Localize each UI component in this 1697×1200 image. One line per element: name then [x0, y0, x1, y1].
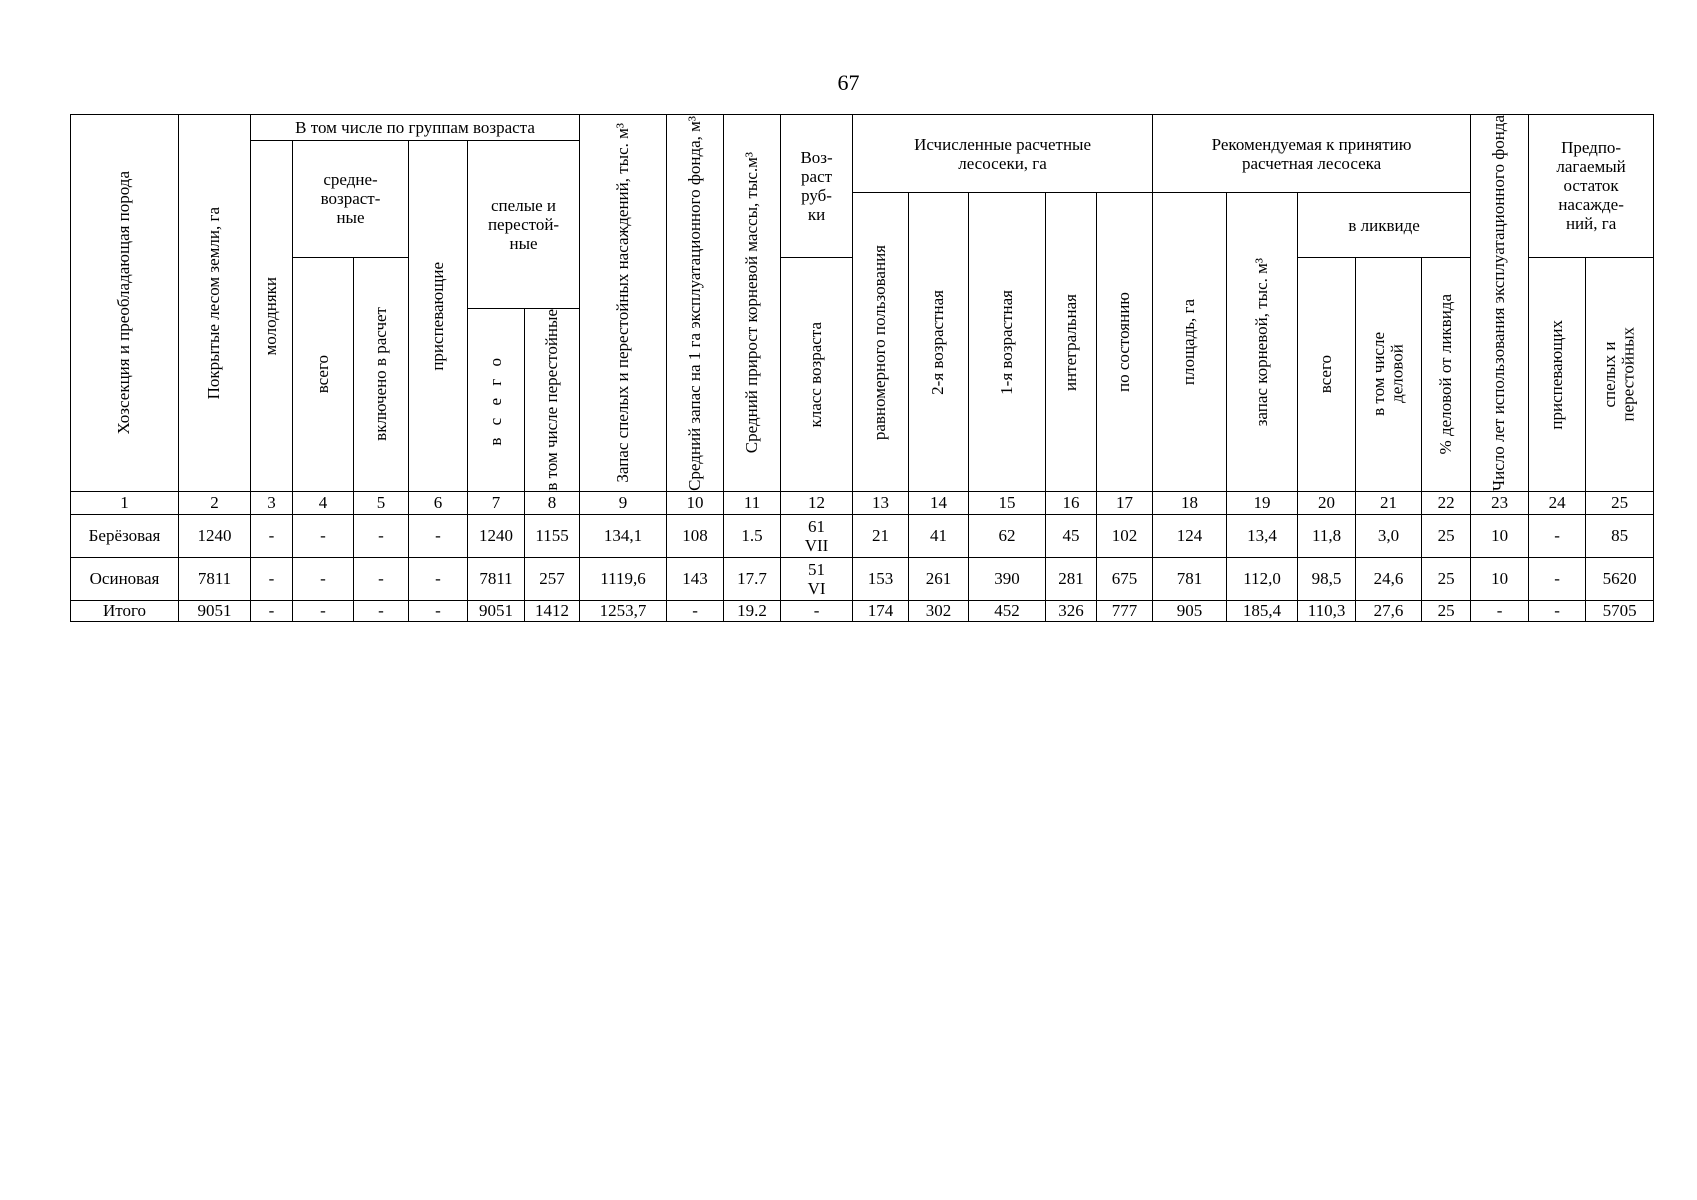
table-cell: -	[251, 514, 293, 557]
table-cell: 1412	[525, 600, 580, 621]
header-age-groups: В том числе по группам возраста	[251, 115, 580, 141]
header-liquid-total: всего	[1298, 257, 1356, 491]
table-cell: -	[354, 514, 409, 557]
column-number: 8	[525, 491, 580, 514]
table-row	[71, 557, 1654, 600]
column-number: 14	[909, 491, 969, 514]
column-number: 19	[1227, 491, 1298, 514]
header-cut-second-age: 2-я возрастная	[909, 193, 969, 492]
table-cell: 261	[909, 557, 969, 600]
table-row	[71, 514, 1654, 557]
table-cell: 45	[1046, 514, 1097, 557]
header-young: молодняки	[251, 141, 293, 492]
column-number: 18	[1153, 491, 1227, 514]
header-middle-total: всего	[293, 257, 354, 491]
column-number: 2	[179, 491, 251, 514]
table-cell: -	[781, 600, 853, 621]
table-total-row	[71, 600, 1654, 621]
table-cell: 1155	[525, 514, 580, 557]
header-cut-first-age: 1-я возрастная	[969, 193, 1046, 492]
header-age-class: класс возраста	[781, 257, 853, 491]
header-avg-stock-per-ha: Средний запас на 1 га эксплуатационного фонда, м³	[667, 115, 724, 492]
table-cell: -	[293, 600, 354, 621]
table-cell: 777	[1097, 600, 1153, 621]
table-cell: 10	[1471, 514, 1529, 557]
header-forested-land: Покрытые лесом земли, га	[179, 115, 251, 492]
column-number: 6	[409, 491, 468, 514]
table-cell: 41	[909, 514, 969, 557]
table-cell: -	[293, 557, 354, 600]
table-cell: 1240	[468, 514, 525, 557]
table-cell: -	[293, 514, 354, 557]
table-cell: 302	[909, 600, 969, 621]
table-cell: 9051	[179, 600, 251, 621]
header-middle-included: включено в расчет	[354, 257, 409, 491]
table-cell: 675	[1097, 557, 1153, 600]
page-number: 67	[837, 70, 860, 95]
column-number: 22	[1422, 491, 1471, 514]
column-number: 12	[781, 491, 853, 514]
table-cell: 7811	[179, 557, 251, 600]
table-cell: 1119,6	[580, 557, 667, 600]
header-business-percent: % деловой от ликвида	[1422, 257, 1471, 491]
allowable-cut-table	[70, 114, 1654, 622]
table-cell: 61 VII	[781, 514, 853, 557]
table-cell: 143	[667, 557, 724, 600]
table-cell: -	[1529, 514, 1586, 557]
table-cell: 1.5	[724, 514, 781, 557]
table-cell: -	[409, 514, 468, 557]
table-cell: 134,1	[580, 514, 667, 557]
column-number: 21	[1356, 491, 1422, 514]
table-cell: Итого	[71, 600, 179, 621]
table-cell: 185,4	[1227, 600, 1298, 621]
column-number: 10	[667, 491, 724, 514]
table-cell: -	[1529, 557, 1586, 600]
table-cell: -	[251, 600, 293, 621]
table-cell: -	[354, 600, 409, 621]
table-cell: 21	[853, 514, 909, 557]
column-number: 16	[1046, 491, 1097, 514]
header-root-stock: запас корневой, тыс. м³	[1227, 193, 1298, 492]
table-cell: 13,4	[1227, 514, 1298, 557]
column-number: 3	[251, 491, 293, 514]
table-cell: 112,0	[1227, 557, 1298, 600]
table-cell: 452	[969, 600, 1046, 621]
column-number: 15	[969, 491, 1046, 514]
table-cell: 153	[853, 557, 909, 600]
header-premature: приспевающие	[409, 141, 468, 492]
table-cell: 25	[1422, 600, 1471, 621]
table-cell: 27,6	[1356, 600, 1422, 621]
table-cell: -	[409, 557, 468, 600]
table-cell: 110,3	[1298, 600, 1356, 621]
table-cell: 1253,7	[580, 600, 667, 621]
table-cell: 51 VI	[781, 557, 853, 600]
column-number: 25	[1586, 491, 1654, 514]
table-cell: 102	[1097, 514, 1153, 557]
table-cell: 7811	[468, 557, 525, 600]
header-remainder-premature: приспевающих	[1529, 257, 1586, 491]
table-cell: 5620	[1586, 557, 1654, 600]
table-cell: 905	[1153, 600, 1227, 621]
column-number: 7	[468, 491, 525, 514]
column-number-row	[71, 491, 1654, 514]
column-number: 17	[1097, 491, 1153, 514]
column-number: 24	[1529, 491, 1586, 514]
table-cell: 174	[853, 600, 909, 621]
table-cell: 326	[1046, 600, 1097, 621]
table-cell: 98,5	[1298, 557, 1356, 600]
header-cut-integral: интегральная	[1046, 193, 1097, 492]
table-cell: 24,6	[1356, 557, 1422, 600]
table-cell: 1240	[179, 514, 251, 557]
header-liquid: в ликвиде	[1298, 193, 1471, 257]
column-number: 9	[580, 491, 667, 514]
header-expected-remainder: Предпо- лагаемый остаток насажде- ний, га	[1529, 115, 1654, 258]
column-number: 20	[1298, 491, 1356, 514]
table-cell: 9051	[468, 600, 525, 621]
column-number: 13	[853, 491, 909, 514]
header-species: Хозсекция и преобладающая порода	[71, 115, 179, 492]
header-recommended-cut: Рекомендуемая к принятию расчетная лесосека	[1153, 115, 1471, 193]
table-cell: -	[409, 600, 468, 621]
table-cell: 124	[1153, 514, 1227, 557]
header-cut-equal: равномерного пользования	[853, 193, 909, 492]
table-cell: 257	[525, 557, 580, 600]
header-overmature: в том числе перестойные	[525, 309, 580, 492]
column-number: 5	[354, 491, 409, 514]
table-cell: -	[667, 600, 724, 621]
table-cell: 390	[969, 557, 1046, 600]
header-liquid-business: в том числе деловой	[1356, 257, 1422, 491]
header-cutting-age: Воз- раст руб- ки	[781, 115, 853, 258]
header-mature-overmature: спелые и перестой- ные	[468, 141, 580, 309]
table-cell: 17.7	[724, 557, 781, 600]
table-cell: -	[1471, 600, 1529, 621]
table-cell: 5705	[1586, 600, 1654, 621]
table-cell: 10	[1471, 557, 1529, 600]
header-area: площадь, га	[1153, 193, 1227, 492]
table-cell: 25	[1422, 514, 1471, 557]
table-cell: 85	[1586, 514, 1654, 557]
table-cell: 19.2	[724, 600, 781, 621]
table-cell: 25	[1422, 557, 1471, 600]
table-cell: 62	[969, 514, 1046, 557]
table-cell: -	[251, 557, 293, 600]
header-mature-stock: Запас спелых и перестойных насаждений, тыс. м³	[580, 115, 667, 492]
header-remainder-mature: спелых и перестойных	[1586, 257, 1654, 491]
header-middle-aged: средне- возраст- ные	[293, 141, 409, 258]
table-cell: Берёзовая	[71, 514, 179, 557]
table-cell: 108	[667, 514, 724, 557]
table-cell: 3,0	[1356, 514, 1422, 557]
header-calculated-cuts: Исчисленные расчетные лесосеки, га	[853, 115, 1153, 193]
table-cell: Осиновая	[71, 557, 179, 600]
header-cut-condition: по состоянию	[1097, 193, 1153, 492]
column-number: 4	[293, 491, 354, 514]
header-mature-total: в с е г о	[468, 309, 525, 492]
header-years-of-use: Число лет использования эксплуатационного фонда	[1471, 115, 1529, 492]
table-cell: 11,8	[1298, 514, 1356, 557]
table-cell: -	[354, 557, 409, 600]
column-number: 23	[1471, 491, 1529, 514]
header-avg-growth: Средний прирост корневой массы, тыс.м³	[724, 115, 781, 492]
table-cell: -	[1529, 600, 1586, 621]
column-number: 11	[724, 491, 781, 514]
table-cell: 281	[1046, 557, 1097, 600]
column-number: 1	[71, 491, 179, 514]
table-cell: 781	[1153, 557, 1227, 600]
